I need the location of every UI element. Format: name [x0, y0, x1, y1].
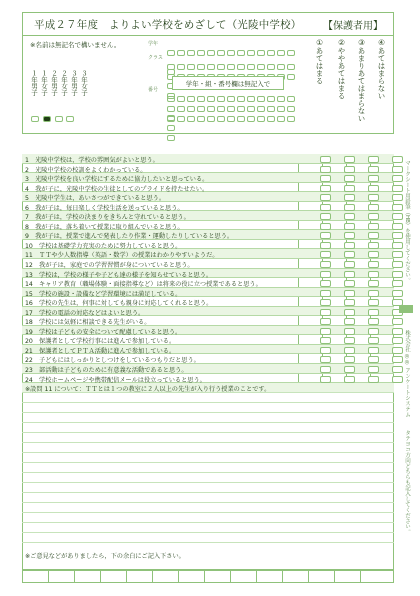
question-text: 18 学校には気軽に相談できる先生がいる。 — [25, 319, 151, 327]
answer-bubble[interactable] — [344, 232, 355, 239]
answer-bubble[interactable] — [344, 251, 355, 258]
comment-line — [22, 462, 394, 463]
answer-bubble[interactable] — [320, 318, 331, 325]
answer-bubble[interactable] — [392, 356, 403, 363]
answer-bubble[interactable] — [320, 223, 331, 230]
answer-bubble[interactable] — [320, 156, 331, 163]
comment-line — [22, 532, 394, 533]
question-row — [22, 240, 394, 250]
question-text: 7 我が子は，学校の決まりをきちんと守れていると思う。 — [25, 214, 190, 222]
answer-options — [320, 299, 403, 306]
page-title: 平成２７年度 よりよい学校をめざして（光陵中学校） — [34, 19, 302, 31]
answer-bubble[interactable] — [320, 261, 331, 268]
answer-bubble[interactable] — [320, 185, 331, 192]
answer-bubble[interactable] — [320, 356, 331, 363]
question-text: 10 学校は基礎学力充実のために努力していると思う。 — [25, 242, 182, 250]
answer-bubble[interactable] — [368, 175, 379, 182]
bottom-grid-divider — [360, 570, 361, 583]
grade-row-label: 学年 — [148, 41, 159, 47]
comment-line — [22, 412, 394, 413]
comment-prompt: ※ご意見などがありましたら，下の余白にご記入下さい。 — [25, 553, 185, 560]
answer-bubble[interactable] — [368, 213, 379, 220]
question-row — [22, 374, 394, 384]
answer-bubble[interactable] — [368, 232, 379, 239]
grade-option-6[interactable]: ３年女子 — [80, 70, 88, 96]
comment-line — [22, 452, 394, 453]
answer-bubble[interactable] — [368, 376, 379, 383]
answer-bubble[interactable] — [320, 328, 331, 335]
comment-line — [22, 502, 394, 503]
answer-bubble[interactable] — [392, 232, 403, 239]
answer-bubble[interactable] — [344, 213, 355, 220]
bottom-grid-divider — [230, 570, 231, 583]
answer-options — [320, 328, 403, 335]
answer-bubble[interactable] — [368, 366, 379, 373]
question-text: 4 我が子に，光陵中学校の生徒としてのプライドを持たせたい。 — [25, 185, 209, 193]
answer-bubble[interactable] — [320, 194, 331, 201]
answer-bubble[interactable] — [392, 376, 403, 383]
answer-bubble[interactable] — [344, 318, 355, 325]
scale-label-2: ②ややあてはまる — [337, 38, 346, 100]
answer-bubble[interactable] — [368, 356, 379, 363]
question-text: 21 保護者としてＰＴＡ活動に進んで参加している。 — [25, 347, 176, 355]
answer-options — [320, 366, 403, 373]
answer-options — [320, 280, 403, 287]
question-text: 13 学校は，学校の様子や子ども達の様子を知らせていると思う。 — [25, 271, 213, 279]
question-text: 17 学校の電話の対応などはよいと思う。 — [25, 309, 145, 317]
scale-label-3: ③あまりあてはまらない — [357, 38, 366, 122]
anonymous-note: ※名前は無記名で構いません。 — [30, 41, 121, 49]
answer-options — [320, 376, 403, 383]
question-row — [22, 164, 394, 174]
question-text: 24 学校ホームページや携帯配信メールは役立っていると思う。 — [25, 376, 206, 384]
answer-bubble[interactable] — [368, 242, 379, 249]
question-row — [22, 297, 394, 307]
question-text: 23 部活動は子どものために有意義な活動であると思う。 — [25, 367, 188, 375]
question-text: 19 学校は子どもの安全について配慮していると思う。 — [25, 328, 182, 336]
answer-bubble[interactable] — [344, 309, 355, 316]
grade-option-3[interactable]: ２年男子 — [50, 70, 58, 96]
comment-line — [22, 512, 394, 513]
bottom-grid-divider — [48, 570, 49, 583]
answer-bubble[interactable] — [344, 328, 355, 335]
answer-bubble[interactable] — [392, 251, 403, 258]
answer-options — [320, 261, 403, 268]
comment-line — [22, 422, 394, 423]
answer-bubble[interactable] — [368, 328, 379, 335]
scale-label-1: ①あてはまる — [315, 38, 324, 85]
answer-bubble[interactable] — [344, 166, 355, 173]
question-row — [22, 364, 394, 374]
answer-bubble[interactable] — [392, 156, 403, 163]
question-row — [22, 269, 394, 279]
answer-bubble[interactable] — [344, 290, 355, 297]
answer-options — [320, 337, 403, 344]
comment-line — [22, 432, 394, 433]
answer-bubble[interactable] — [368, 290, 379, 297]
answer-bubble[interactable] — [392, 318, 403, 325]
answer-options — [320, 271, 403, 278]
answer-options — [320, 213, 403, 220]
answer-bubble[interactable] — [320, 309, 331, 316]
comment-line — [22, 442, 394, 443]
answer-bubble[interactable] — [392, 280, 403, 287]
answer-bubble[interactable] — [320, 166, 331, 173]
bottom-grid[interactable] — [22, 570, 394, 583]
answer-bubble[interactable] — [320, 290, 331, 297]
bottom-grid-divider — [178, 570, 179, 583]
answer-bubble[interactable] — [392, 204, 403, 211]
answer-bubble[interactable] — [320, 213, 331, 220]
bubble-row[interactable] — [166, 107, 304, 145]
answer-bubble[interactable] — [368, 204, 379, 211]
answer-bubble[interactable] — [368, 318, 379, 325]
answer-bubble[interactable] — [344, 337, 355, 344]
answer-bubble[interactable] — [344, 376, 355, 383]
bottom-grid-divider — [74, 570, 75, 583]
respondent-role-label: 【保護者用】 — [323, 21, 383, 32]
bottom-grid-divider — [334, 570, 335, 583]
answer-bubble[interactable] — [392, 347, 403, 354]
bottom-grid-divider — [308, 570, 309, 583]
question-text: 1 光陵中学校は，学校の雰囲気がよいと思う。 — [25, 157, 159, 164]
comment-line — [22, 492, 394, 493]
answer-bubble[interactable] — [344, 280, 355, 287]
answer-bubble[interactable] — [320, 271, 331, 278]
answer-bubble[interactable] — [320, 251, 331, 258]
answer-bubble[interactable] — [344, 204, 355, 211]
answer-bubble[interactable] — [344, 366, 355, 373]
answer-bubble[interactable] — [368, 156, 379, 163]
question-row — [22, 154, 394, 164]
answer-bubble[interactable] — [392, 366, 403, 373]
answer-bubble[interactable] — [320, 347, 331, 354]
bottom-grid-divider — [126, 570, 127, 583]
bottom-grid-divider — [152, 570, 153, 583]
answer-bubble[interactable] — [368, 271, 379, 278]
question-row — [22, 288, 394, 298]
answer-bubble[interactable] — [320, 232, 331, 239]
answer-bubble[interactable] — [320, 204, 331, 211]
answer-bubble[interactable] — [392, 261, 403, 268]
answer-bubble[interactable] — [368, 194, 379, 201]
answer-bubble[interactable] — [392, 194, 403, 201]
bottom-grid-divider — [204, 570, 205, 583]
answer-options — [320, 232, 403, 239]
question-text: 3 光陵中学校を良い学校にするために協力したいと思っている。 — [25, 176, 209, 184]
scale-label-4: ④あてはまらない — [377, 38, 386, 100]
question-text: 12 我が子は，家庭での学習習慣が身についていると思う。 — [25, 262, 194, 270]
answer-options — [320, 242, 403, 249]
answer-bubble[interactable] — [392, 223, 403, 230]
answer-options — [320, 156, 403, 163]
grade-option-1[interactable]: １年男子 — [30, 70, 38, 96]
answer-options — [320, 347, 403, 354]
question-text: 8 我が子は，落ち着いて授業に取り組んでいると思う。 — [25, 223, 184, 231]
number-row-label: 番号 — [148, 87, 159, 93]
question-text: 11 ＴＴや少人数指導（英語・数学）の授業はわかりやすいようだ。 — [25, 252, 219, 260]
answer-bubble[interactable] — [392, 290, 403, 297]
answer-bubble[interactable] — [368, 185, 379, 192]
answer-bubble[interactable] — [344, 194, 355, 201]
answer-bubble[interactable] — [368, 261, 379, 268]
answer-options — [320, 185, 403, 192]
answer-bubble[interactable] — [392, 185, 403, 192]
question-row — [22, 316, 394, 326]
answer-options — [320, 356, 403, 363]
side-note-bottom: タテヨコ方向どちらも記入してください。 — [404, 430, 410, 535]
answer-bubble[interactable] — [368, 309, 379, 316]
answer-bubble[interactable] — [392, 337, 403, 344]
question-text: 9 我が子は，授業で進んで発表したり作業・運動したりしていると思う。 — [25, 233, 234, 241]
question-text: 15 学校の施設・設備など学習環境には満足している。 — [25, 290, 182, 298]
answer-options — [320, 309, 403, 316]
answer-bubble[interactable] — [344, 356, 355, 363]
answer-bubble[interactable] — [320, 242, 331, 249]
answer-bubble[interactable] — [320, 175, 331, 182]
answer-options — [320, 290, 403, 297]
answer-bubble[interactable] — [320, 376, 331, 383]
answer-options — [320, 194, 403, 201]
answer-bubble[interactable] — [368, 223, 379, 230]
comment-line — [22, 482, 394, 483]
answer-bubble[interactable] — [344, 223, 355, 230]
question-row — [22, 345, 394, 355]
brand-strip — [399, 305, 413, 313]
question-row — [22, 335, 394, 345]
answer-bubble[interactable] — [392, 328, 403, 335]
fill-instruction: 学年・組・番号欄は無記入で — [172, 76, 284, 90]
answer-bubble[interactable] — [368, 347, 379, 354]
answer-options — [320, 251, 403, 258]
answer-bubble[interactable] — [368, 166, 379, 173]
answer-options — [320, 166, 403, 173]
question-text: 6 我が子は，毎日楽しく学校生活を送っていると思う。 — [25, 204, 184, 212]
question-row — [22, 326, 394, 336]
answer-bubble[interactable] — [320, 299, 331, 306]
answer-bubble[interactable] — [320, 280, 331, 287]
answer-bubble[interactable] — [344, 185, 355, 192]
question-row — [22, 230, 394, 240]
comment-line — [22, 472, 394, 473]
answer-bubble[interactable] — [368, 280, 379, 287]
question-text: 22 子どもにはしっかりとしつけをしているつもりだと思う。 — [25, 357, 200, 365]
mark-examples — [30, 116, 75, 124]
answer-options — [320, 204, 403, 211]
answer-bubble[interactable] — [344, 271, 355, 278]
question-row — [22, 183, 394, 193]
answer-bubble[interactable] — [320, 366, 331, 373]
answer-bubble[interactable] — [368, 251, 379, 258]
answer-options — [320, 318, 403, 325]
question-row — [22, 192, 394, 202]
question-row — [22, 307, 394, 317]
side-note-top: マークシート用鉛筆（HB）を使用してください。 — [404, 160, 410, 284]
bottom-grid-divider — [282, 570, 283, 583]
answer-bubble[interactable] — [344, 347, 355, 354]
question-text: 20 保護者として学校行事には進んで参加している。 — [25, 338, 176, 346]
answer-bubble[interactable] — [368, 299, 379, 306]
answer-options — [320, 175, 403, 182]
bottom-grid-divider — [100, 570, 101, 583]
question-row — [22, 259, 394, 269]
question-row — [22, 173, 394, 183]
class-row-label: クラス — [148, 55, 163, 61]
grade-option-2[interactable]: １年女子 — [40, 70, 48, 96]
side-note-mid: 株式会社 ◎◎ アンケートシステム — [404, 330, 410, 417]
answer-bubble[interactable] — [392, 213, 403, 220]
answer-bubble[interactable] — [344, 175, 355, 182]
question-row — [22, 354, 394, 364]
question-text: ※設問 11 について：ＴＴとは１つの教室に２人以上の先生が入り行う授業のことです。 — [25, 386, 271, 394]
answer-options — [320, 223, 403, 230]
comment-line — [22, 542, 394, 543]
grade-option-4[interactable]: ２年女子 — [60, 70, 68, 96]
question-table — [22, 154, 394, 393]
question-text: 14 キャリア教育（職場体験・面接指導など）は将来の役に立つ授業であると思う。 — [25, 281, 262, 289]
question-row — [22, 221, 394, 231]
answer-bubble[interactable] — [368, 337, 379, 344]
answer-bubble[interactable] — [344, 299, 355, 306]
comment-line — [22, 522, 394, 523]
answer-bubble[interactable] — [392, 242, 403, 249]
question-text: 16 学校の先生は，何事に対しても親身に対応してくれると思う。 — [25, 300, 213, 308]
question-row — [22, 278, 394, 288]
answer-bubble[interactable] — [392, 175, 403, 182]
comment-line — [22, 392, 394, 393]
question-text: 2 光陵中学校の校訓をよくわかっている。 — [25, 166, 147, 174]
grade-option-5[interactable]: ３年男子 — [70, 70, 78, 96]
comment-line — [22, 402, 394, 403]
question-row — [22, 211, 394, 221]
answer-bubble[interactable] — [344, 156, 355, 163]
answer-bubble[interactable] — [344, 242, 355, 249]
answer-bubble[interactable] — [344, 261, 355, 268]
answer-bubble[interactable] — [320, 337, 331, 344]
question-row — [22, 249, 394, 259]
question-row — [22, 202, 394, 212]
question-text: 5 光陵中学生は，あいさつができていると思う。 — [25, 195, 166, 203]
answer-bubble[interactable] — [392, 166, 403, 173]
bottom-grid-divider — [256, 570, 257, 583]
answer-bubble[interactable] — [392, 271, 403, 278]
